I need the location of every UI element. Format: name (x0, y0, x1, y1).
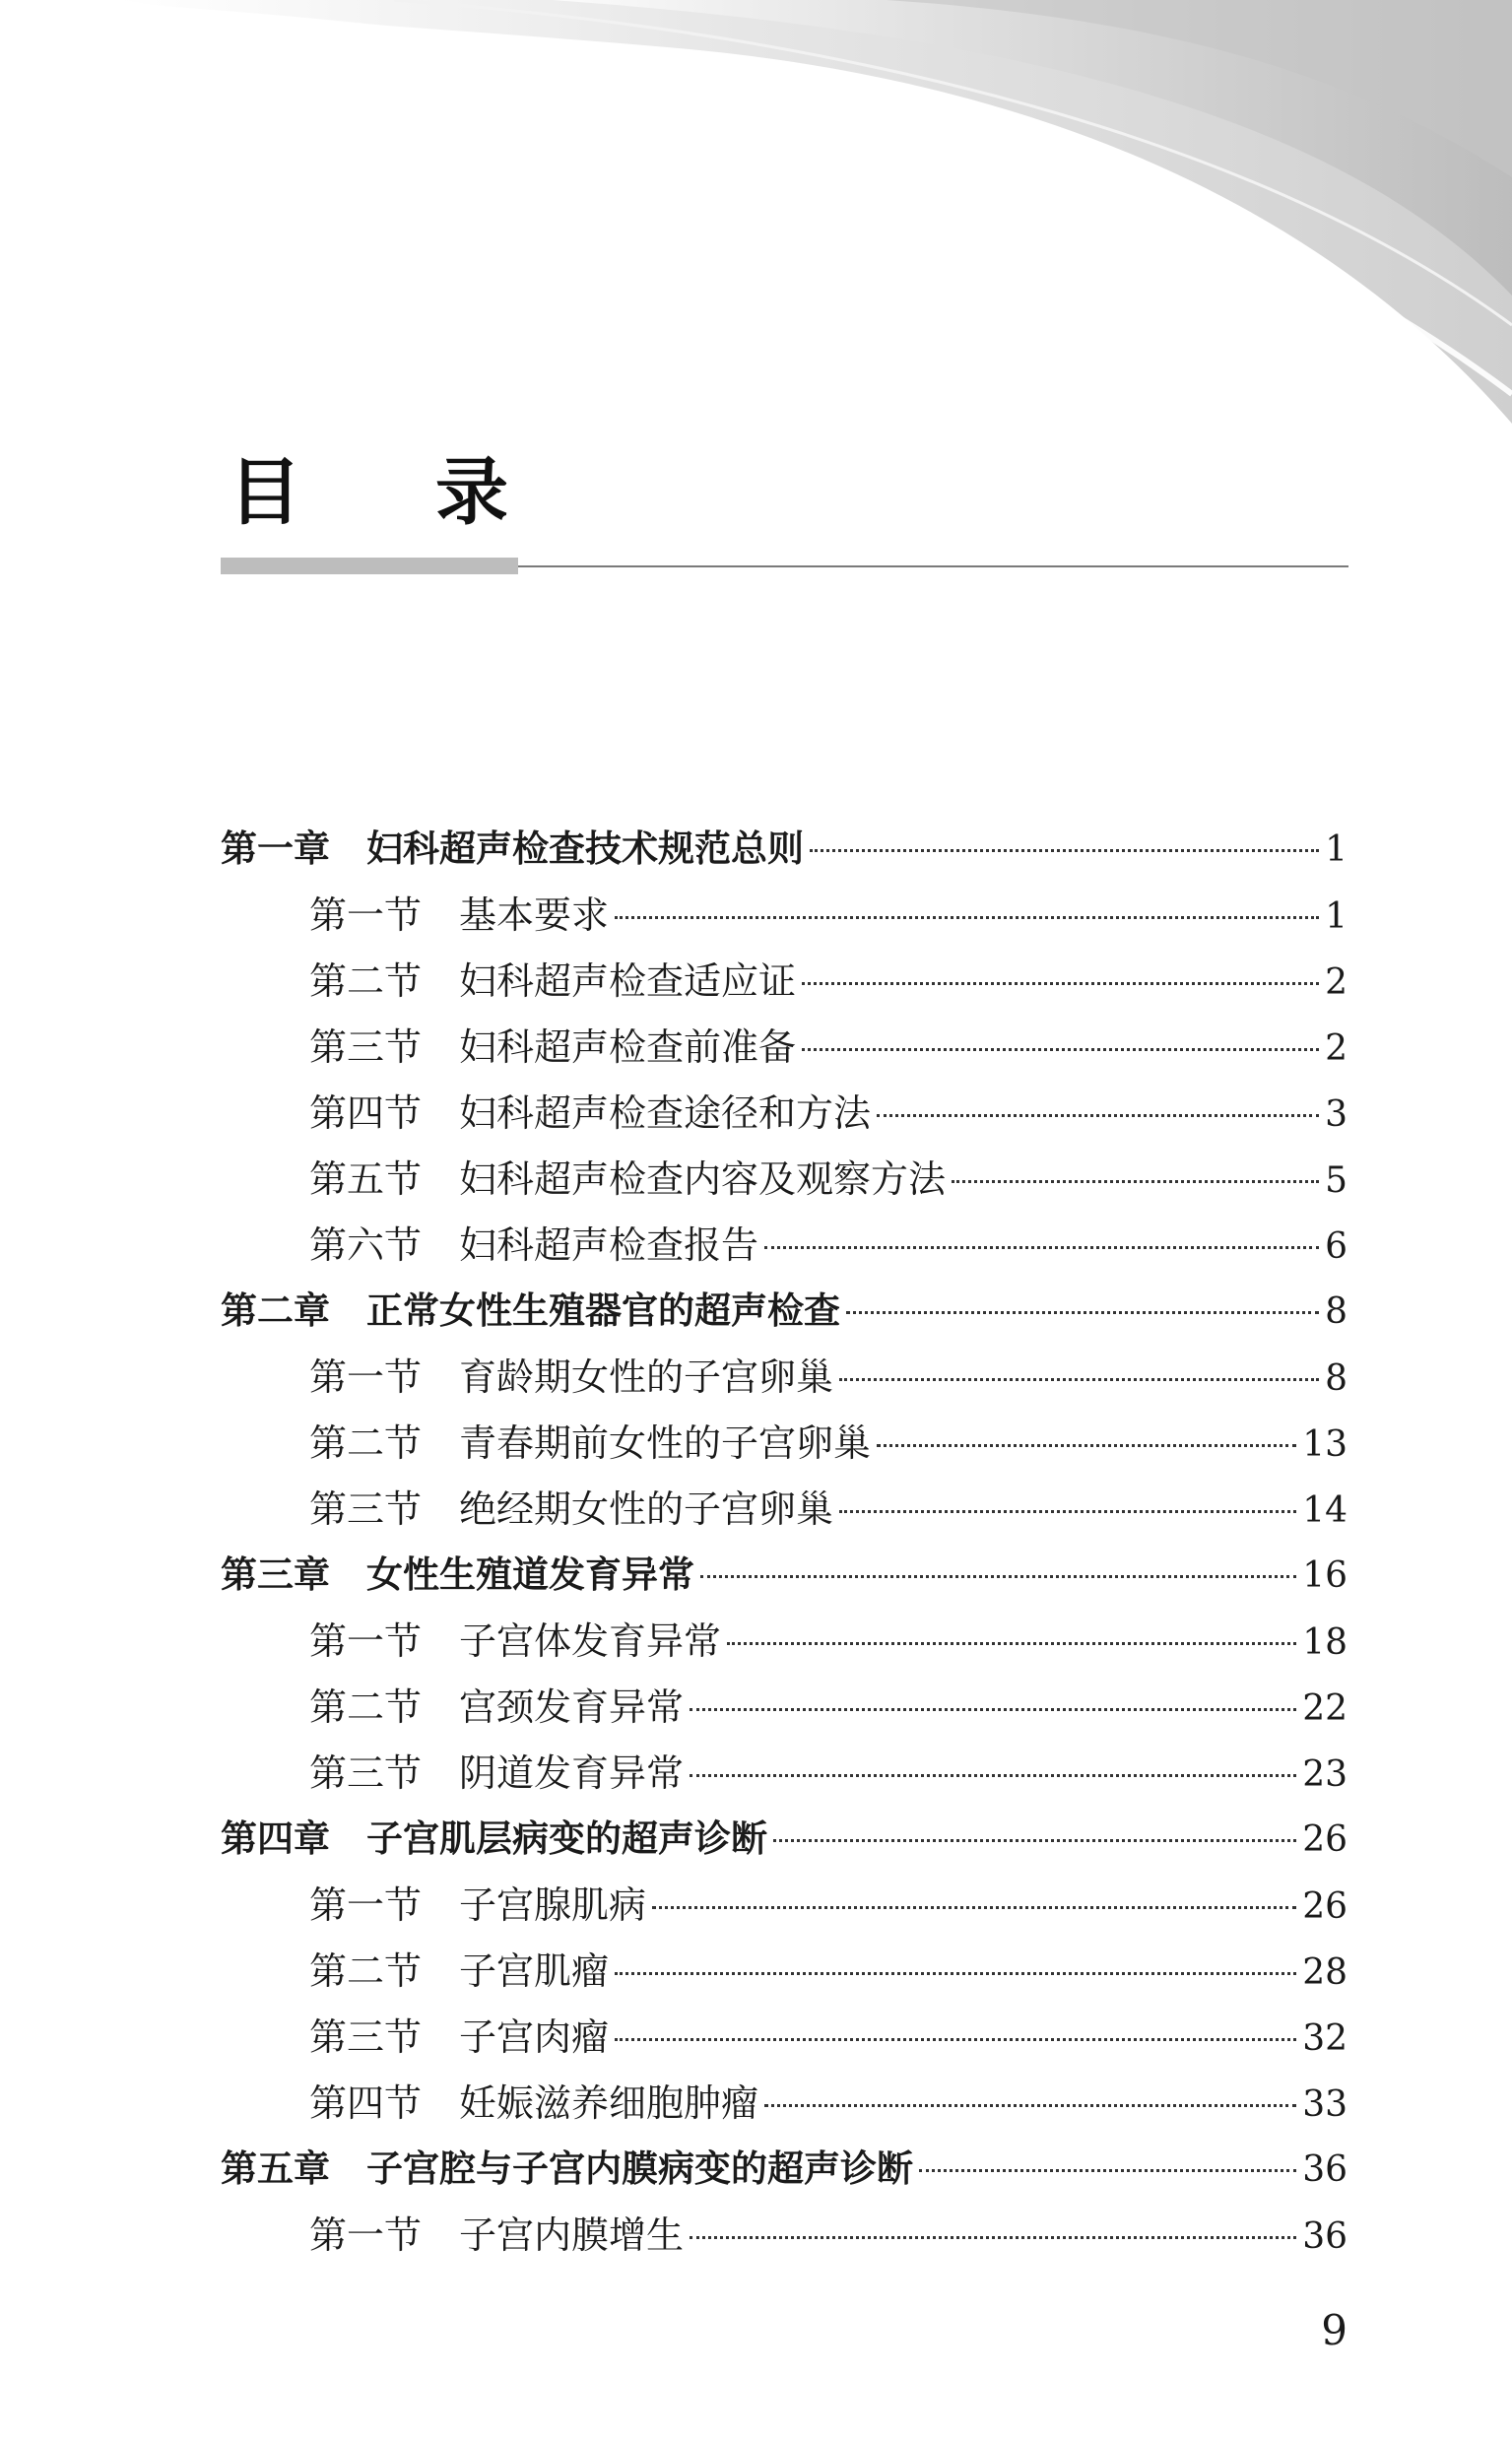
toc-section-entry[interactable] (309, 1942, 1348, 2001)
toc-section-entry[interactable] (309, 1414, 1348, 1473)
toc-page-number: 14 (1302, 1490, 1348, 1531)
toc-entry-title: 第二节 宫颈发育异常 (309, 1685, 685, 1729)
toc-page-number: 33 (1302, 2084, 1348, 2125)
toc-section-entry[interactable] (309, 2074, 1348, 2133)
toc-entry-title: 第一节 育龄期女性的子宫卵巢 (309, 1355, 834, 1399)
toc-chapter-entry[interactable] (221, 820, 1348, 879)
page-title (229, 448, 508, 537)
dot-leader (690, 1774, 1296, 1777)
toc-entry-title: 第三节 阴道发育异常 (309, 1751, 685, 1795)
toc-entry-title: 第三章 女性生殖道发育异常 (221, 1553, 694, 1596)
toc-section-entry[interactable] (309, 1216, 1348, 1275)
toc-entry-title: 第四节 妊娠滋养细胞肿瘤 (309, 2081, 759, 2125)
toc-entry-title: 第三节 绝经期女性的子宫卵巢 (309, 1487, 834, 1531)
dot-leader (839, 1378, 1319, 1381)
toc-section-entry[interactable] (309, 2008, 1348, 2067)
toc-section-entry[interactable] (309, 1744, 1348, 1803)
toc-entry-title: 第一节 基本要求 (309, 893, 610, 937)
toc-entry-title: 第四章 子宫肌层病变的超声诊断 (221, 1817, 767, 1860)
toc-entry-title: 第二节 妇科超声检查适应证 (309, 959, 797, 1003)
toc-entry-title: 第一节 子宫腺肌病 (309, 1883, 647, 1927)
dot-leader (802, 1048, 1319, 1051)
dot-leader (773, 1839, 1296, 1842)
title-char-1: 目 (229, 450, 301, 535)
toc-page-number: 22 (1302, 1688, 1348, 1729)
toc-section-entry[interactable] (309, 1150, 1348, 1209)
toc-section-entry[interactable] (309, 1480, 1348, 1539)
toc-page-number: 26 (1302, 1886, 1348, 1927)
toc-entry-title: 第三节 妇科超声检查前准备 (309, 1025, 797, 1069)
title-char-2: 录 (435, 450, 508, 535)
toc-entry-title: 第三节 子宫肉瘤 (309, 2015, 610, 2059)
toc-section-entry[interactable] (309, 1876, 1348, 1935)
toc-section-entry[interactable] (309, 1084, 1348, 1143)
toc-page-number: 16 (1302, 1555, 1348, 1596)
toc-entry-title: 第二章 正常女性生殖器官的超声检查 (221, 1289, 840, 1332)
toc-entry-title: 第六节 妇科超声检查报告 (309, 1223, 759, 1267)
decorative-swoosh (0, 0, 1512, 453)
toc-chapter-entry[interactable] (221, 1810, 1348, 1869)
dot-leader (877, 1114, 1319, 1117)
toc-entry-title: 第四节 妇科超声检查途径和方法 (309, 1091, 872, 1135)
toc-page-number: 36 (1302, 2216, 1348, 2257)
dot-leader (810, 849, 1319, 852)
toc-section-entry[interactable] (309, 1612, 1348, 1671)
toc-page-number: 2 (1325, 1028, 1348, 1069)
toc-entry-title: 第二节 子宫肌瘤 (309, 1949, 610, 1993)
toc-page-number: 26 (1302, 1819, 1348, 1860)
toc-section-entry[interactable] (309, 886, 1348, 945)
toc-page-number: 18 (1302, 1622, 1348, 1663)
toc-page-number: 8 (1325, 1358, 1348, 1399)
toc-chapter-entry[interactable] (221, 1282, 1348, 1341)
toc-page-number: 23 (1302, 1754, 1348, 1795)
dot-leader (877, 1444, 1296, 1447)
toc-page-number: 1 (1325, 896, 1348, 937)
title-rule (518, 565, 1348, 567)
toc-page-number: 13 (1302, 1424, 1348, 1465)
toc-entry-title: 第五章 子宫腔与子宫内膜病变的超声诊断 (221, 2147, 913, 2190)
toc-page-number: 3 (1325, 1094, 1348, 1135)
dot-leader (764, 2104, 1296, 2107)
toc-page-number: 6 (1325, 1226, 1348, 1267)
toc-chapter-entry[interactable] (221, 1546, 1348, 1605)
toc-page-number: 8 (1325, 1291, 1348, 1332)
dot-leader (802, 982, 1319, 985)
dot-leader (690, 1708, 1296, 1711)
toc-section-entry[interactable] (309, 1348, 1348, 1407)
dot-leader (615, 916, 1319, 919)
toc-chapter-entry[interactable] (221, 2140, 1348, 2199)
dot-leader (846, 1311, 1319, 1314)
toc-page-number: 1 (1325, 829, 1348, 870)
dot-leader (727, 1642, 1296, 1645)
toc-page-number: 2 (1325, 962, 1348, 1003)
toc-entry-title: 第二节 青春期前女性的子宫卵巢 (309, 1421, 872, 1465)
dot-leader (615, 2038, 1296, 2041)
toc-page-number: 36 (1302, 2149, 1348, 2190)
page-number: 9 (1321, 2306, 1348, 2354)
dot-leader (764, 1246, 1319, 1249)
dot-leader (615, 1972, 1296, 1975)
dot-leader (690, 2236, 1296, 2239)
toc-page-number: 28 (1302, 1952, 1348, 1993)
dot-leader (652, 1906, 1296, 1909)
toc-entry-title: 第一章 妇科超声检查技术规范总则 (221, 827, 804, 870)
toc-entry-title: 第五节 妇科超声检查内容及观察方法 (309, 1157, 947, 1201)
title-underline-bar (221, 558, 518, 574)
toc-section-entry[interactable] (309, 952, 1348, 1011)
dot-leader (952, 1180, 1319, 1183)
toc-section-entry[interactable] (309, 2206, 1348, 2265)
dot-leader (700, 1575, 1296, 1578)
dot-leader (919, 2169, 1296, 2172)
toc-section-entry[interactable] (309, 1018, 1348, 1077)
toc-entry-title: 第一节 子宫内膜增生 (309, 2213, 685, 2257)
toc-entry-title: 第一节 子宫体发育异常 (309, 1619, 722, 1663)
dot-leader (839, 1510, 1296, 1513)
toc-page-number: 32 (1302, 2018, 1348, 2059)
toc-section-entry[interactable] (309, 1678, 1348, 1737)
toc-page-number: 5 (1325, 1160, 1348, 1201)
